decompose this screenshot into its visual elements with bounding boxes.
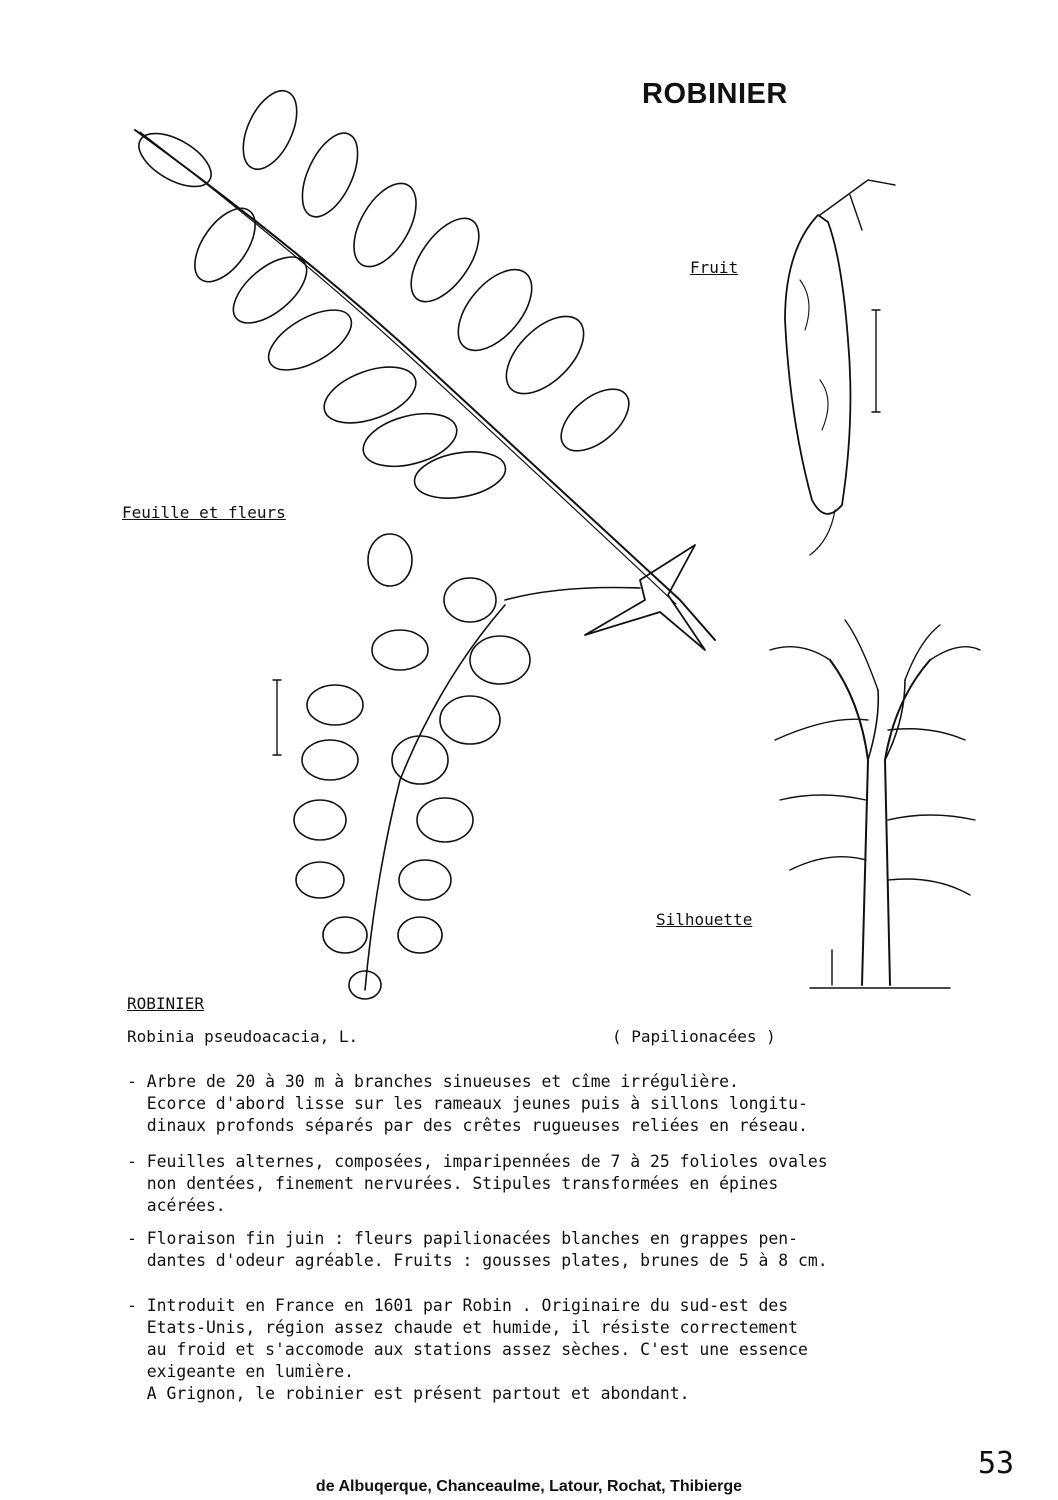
bullet-leaves-description: - Feuilles alternes, composées, imparipennées de 7 à 25 folioles ovales non dentées, finement nervurées. Stipules transformées en épines acérées.: [127, 1152, 828, 1215]
fruit-pod-drawing: [785, 180, 895, 555]
page-number: 53: [978, 1446, 1015, 1481]
scientific-name: Robinia pseudoacacia, L.: [127, 1027, 359, 1046]
tree-silhouette-drawing: [770, 620, 980, 988]
section-heading: ROBINIER: [127, 994, 205, 1013]
caption-leaf-flowers: Feuille et fleurs: [122, 503, 286, 522]
authors-credits: de Albuqerque, Chanceaulme, Latour, Rochat, Thibierge: [315, 1478, 743, 1495]
flower-cluster-drawing: [273, 534, 530, 999]
bullet-tree-description: - Arbre de 20 à 30 m à branches sinueuses et cîme irrégulière. Ecorce d'abord lisse sur les rameaux jeunes puis à sillons longitu- dinaux profonds séparés par des crêtes rugueuses reliées en réseau.: [127, 1072, 808, 1135]
compound-leaf-drawing: [130, 83, 715, 650]
page-title: ROBINIER: [642, 78, 788, 110]
plant-family: ( Papilionacées ): [612, 1027, 776, 1046]
caption-silhouette: Silhouette: [656, 910, 753, 929]
bullet-origin-description: - Introduit en France en 1601 par Robin . Originaire du sud-est des Etats-Unis, région assez chaude et humide, il résiste correctement au froid et s'accomode aux stations assez sèches. C'est une essence exigeante en lumière. A Grignon, le robinier est présent partout et abondant.: [127, 1296, 808, 1403]
caption-fruit: Fruit: [690, 258, 739, 277]
bullet-flowering-description: - Floraison fin juin : fleurs papilionacées blanches en grappes pen- dantes d'odeur agréable. Fruits : gousses plates, brunes de 5 à 8 cm.: [127, 1229, 828, 1270]
